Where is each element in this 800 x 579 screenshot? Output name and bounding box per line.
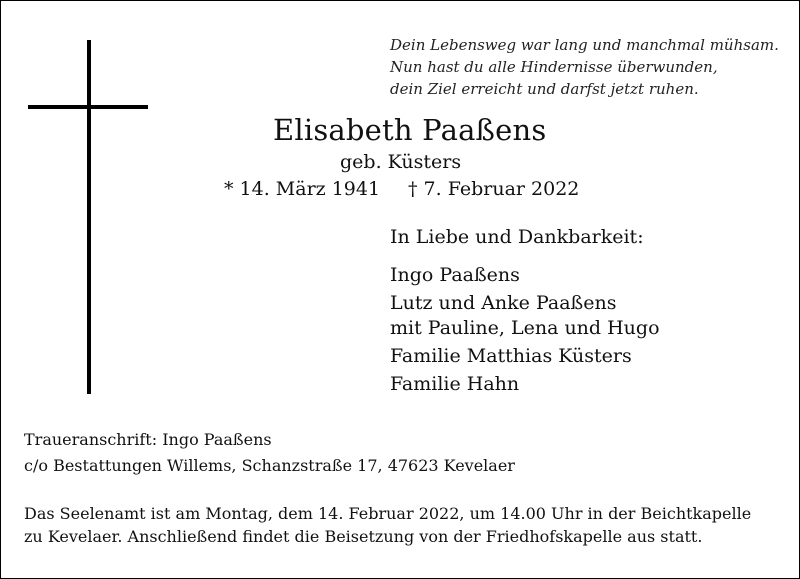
- mourner-name: Familie Matthias Küsters: [390, 345, 632, 367]
- poem: [390, 34, 790, 100]
- mourners-list: [390, 263, 660, 397]
- service-info: [24, 502, 751, 548]
- mourner-name: mit Pauline, Lena und Hugo: [390, 317, 660, 339]
- address-line: Traueranschrift: Ingo Paaßens: [24, 430, 272, 449]
- maiden-name: geb. Küsters: [340, 151, 462, 173]
- cross-horizontal-bar: [28, 105, 148, 109]
- mourner-name: Ingo Paaßens: [390, 264, 520, 286]
- mourner-name: Lutz und Anke Paaßens: [390, 292, 617, 314]
- address-line: c/o Bestattungen Willems, Schanzstraße 17, 47623 Kevelaer: [24, 456, 515, 475]
- poem-line: Dein Lebensweg war lang und manchmal mühsam.: [390, 36, 779, 54]
- mourners-intro: In Liebe und Dankbarkeit:: [390, 226, 644, 248]
- poem-line: Nun hast du alle Hindernisse überwunden,: [390, 58, 718, 76]
- deceased-name: Elisabeth Paaßens: [273, 113, 547, 147]
- mourning-address: [24, 427, 515, 479]
- service-line: zu Kevelaer. Anschließend findet die Beisetzung von der Friedhofskapelle aus statt.: [24, 527, 703, 546]
- mourner-name: Familie Hahn: [390, 373, 520, 395]
- poem-line: dein Ziel erreicht und darfst jetzt ruhen.: [390, 80, 699, 98]
- death-date: † 7. Februar 2022: [408, 178, 580, 200]
- cross-vertical-bar: [87, 40, 91, 394]
- service-line: Das Seelenamt ist am Montag, dem 14. Februar 2022, um 14.00 Uhr in der Beichtkapelle: [24, 504, 752, 523]
- birth-date: * 14. März 1941: [224, 178, 381, 200]
